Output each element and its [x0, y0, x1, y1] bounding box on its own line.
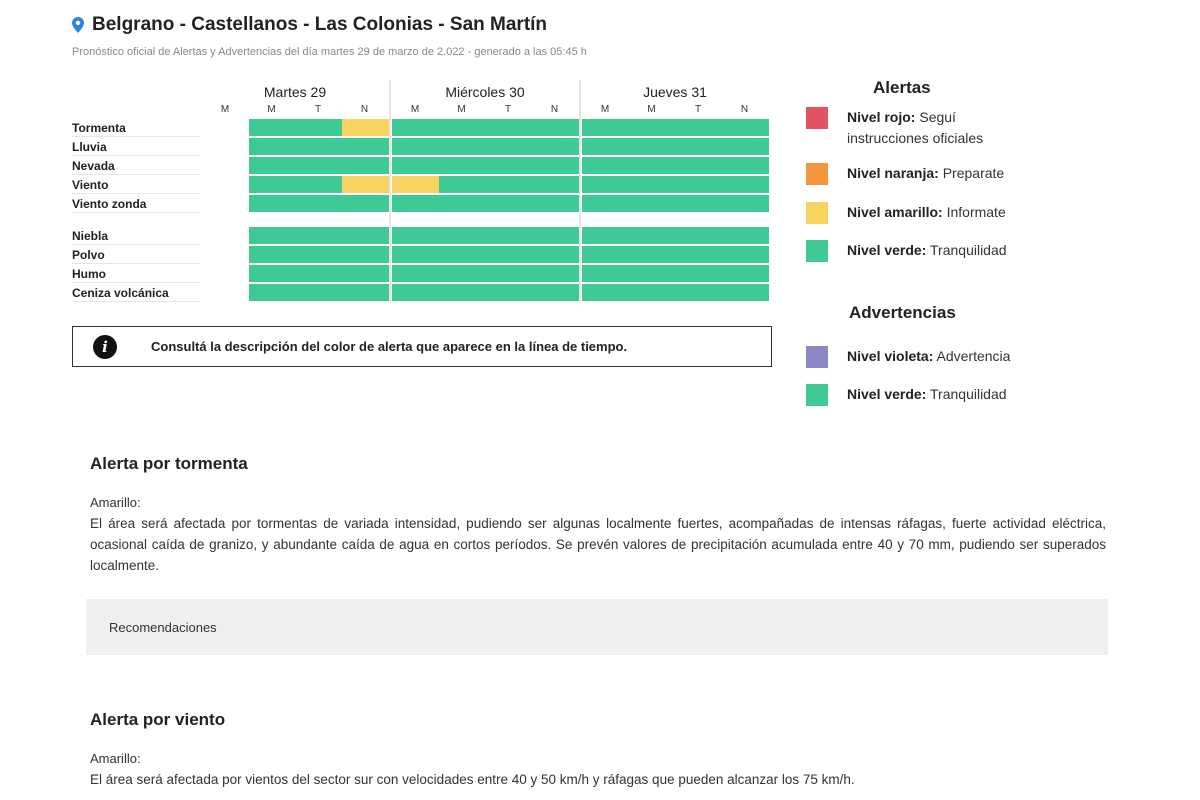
alert-level-cell[interactable] — [439, 157, 486, 174]
time-slot-label: T — [694, 104, 702, 115]
alert-level-cell[interactable] — [582, 284, 629, 301]
legend-swatch — [806, 202, 828, 224]
alert-level-cell[interactable] — [295, 227, 342, 244]
alert-level-cell[interactable] — [249, 138, 296, 155]
alert-level-cell[interactable] — [485, 138, 532, 155]
legend-text: Nivel violeta: Advertencia — [847, 348, 1011, 364]
alert-storm-description: El área será afectada por tormentas de variada intensidad, pudiendo ser algunas localmente fuertes, acompañadas de intensas ráfagas, fuerte actividad eléctrica, ocasional caída de granizo, y abundante caída de agua en cortos períodos. Se prevén valores de precipitación acumulada entre 40 y 70 mm, pudiendo ser superados localmente. — [90, 516, 1106, 573]
legend-swatch — [806, 384, 828, 406]
alert-level-cell[interactable] — [342, 284, 389, 301]
hazard-row-label: Lluvia — [72, 138, 200, 156]
alert-level-cell[interactable] — [629, 157, 676, 174]
legend-text: Nivel naranja: Preparate — [847, 165, 1005, 181]
alert-level-cell[interactable] — [249, 157, 296, 174]
alert-level-cell[interactable] — [532, 246, 579, 263]
alert-level-cell[interactable] — [295, 119, 342, 136]
alert-level-cell[interactable] — [392, 157, 439, 174]
alert-timeline — [72, 80, 772, 302]
legend-text: Nivel amarillo: Informate — [847, 204, 1006, 220]
day-title: Martes 29 — [263, 84, 327, 100]
legend-item — [806, 163, 1037, 185]
alert-storm-title: Alerta por tormenta — [90, 454, 248, 473]
legend-level-name: Nivel violeta: — [847, 348, 934, 364]
alert-level-cell[interactable] — [249, 246, 296, 263]
alert-level-cell[interactable] — [722, 227, 769, 244]
alert-level-cell[interactable] — [722, 284, 769, 301]
legend-alerts-title: Alertas — [873, 78, 931, 97]
alert-level-cell[interactable] — [485, 227, 532, 244]
alert-level-cell[interactable] — [629, 265, 676, 282]
legend-item — [806, 202, 1037, 224]
alert-level-cell[interactable] — [629, 195, 676, 212]
alert-level-cell[interactable] — [532, 176, 579, 193]
alert-level-cell[interactable] — [439, 195, 486, 212]
alert-level-cell[interactable] — [342, 176, 389, 193]
time-slot-label: M — [220, 104, 230, 115]
alert-level-cell[interactable] — [485, 284, 532, 301]
legend-text: Nivel verde: Tranquilidad — [847, 242, 1007, 258]
alert-level-cell[interactable] — [342, 227, 389, 244]
alert-level-cell[interactable] — [295, 284, 342, 301]
alert-level-cell[interactable] — [675, 138, 722, 155]
hazard-row-label: Viento zonda — [72, 195, 200, 213]
time-slot-label: N — [360, 104, 369, 115]
alert-level-cell[interactable] — [629, 246, 676, 263]
alert-level-cell[interactable] — [675, 246, 722, 263]
legend-level-name: Nivel verde: — [847, 242, 927, 258]
alert-level-cell[interactable] — [342, 138, 389, 155]
alert-level-cell[interactable] — [532, 119, 579, 136]
legend-text: Nivel verde: Tranquilidad — [847, 386, 1007, 402]
alert-level-cell[interactable] — [675, 119, 722, 136]
legend-swatch — [806, 163, 828, 185]
hazard-row-label: Ceniza volcánica — [72, 284, 200, 302]
legend-level-name: Nivel verde: — [847, 386, 927, 402]
alert-wind-description: El área será afectada por vientos del sector sur con velocidades entre 40 y 50 km/h y ráfagas que pueden alcanzar los 75 km/h. — [90, 772, 855, 787]
day-title: Miércoles 30 — [445, 84, 525, 100]
hazard-row-label: Polvo — [72, 246, 200, 264]
alert-level-cell[interactable] — [582, 195, 629, 212]
hazard-row-label: Tormenta — [72, 119, 200, 137]
info-icon: i — [93, 335, 117, 359]
alert-level-cell[interactable] — [532, 157, 579, 174]
hazard-row-label: Humo — [72, 265, 200, 283]
alert-level-cell[interactable] — [392, 246, 439, 263]
alert-level-cell[interactable] — [485, 176, 532, 193]
alert-level-cell[interactable] — [392, 265, 439, 282]
alert-level-cell[interactable] — [532, 227, 579, 244]
legend-swatch — [806, 107, 828, 129]
alert-level-cell[interactable] — [392, 138, 439, 155]
alert-level-cell[interactable] — [532, 195, 579, 212]
time-slot-label: M — [410, 104, 420, 115]
alert-level-cell[interactable] — [392, 119, 439, 136]
alert-level-cell[interactable] — [629, 119, 676, 136]
info-text: Consultá la descripción del color de alerta que aparece en la línea de tiempo. — [151, 339, 628, 354]
info-box — [72, 326, 772, 367]
alert-level-cell[interactable] — [249, 119, 296, 136]
alert-level-cell[interactable] — [295, 138, 342, 155]
legend-item — [806, 384, 1037, 406]
time-slot-label: N — [550, 104, 559, 115]
time-slot-label: M — [267, 104, 276, 115]
alert-level-cell[interactable] — [249, 195, 296, 212]
legend-item — [806, 107, 1037, 149]
alert-level-cell[interactable] — [439, 119, 486, 136]
day-title: Jueves 31 — [643, 84, 707, 100]
alert-level-cell[interactable] — [722, 265, 769, 282]
legend-swatch — [806, 240, 828, 262]
alert-level-cell[interactable] — [249, 284, 296, 301]
alert-level-cell[interactable] — [629, 138, 676, 155]
legend-text: Nivel rojo: Seguí instrucciones oficiales — [847, 109, 984, 146]
alert-level-cell[interactable] — [532, 284, 579, 301]
alert-level-cell[interactable] — [582, 119, 629, 136]
alert-level-cell[interactable] — [295, 195, 342, 212]
alert-level-cell[interactable] — [439, 138, 486, 155]
alert-level-cell[interactable] — [629, 227, 676, 244]
alert-level-cell[interactable] — [392, 176, 439, 193]
legend-swatch — [806, 346, 828, 368]
alert-level-cell[interactable] — [342, 195, 389, 212]
alert-level-cell[interactable] — [582, 227, 629, 244]
map-pin-icon — [72, 17, 84, 33]
alert-storm-level: Amarillo: — [90, 495, 141, 510]
legend-warnings-title: Advertencias — [849, 303, 956, 322]
alert-level-cell[interactable] — [439, 265, 486, 282]
alert-level-cell[interactable] — [582, 138, 629, 155]
alert-level-cell[interactable] — [722, 195, 769, 212]
alert-level-cell[interactable] — [439, 246, 486, 263]
alert-level-cell[interactable] — [675, 227, 722, 244]
hazard-row-label: Viento — [72, 176, 200, 194]
page-title: Belgrano - Castellanos - Las Colonias - San Martín — [92, 14, 548, 35]
alert-wind-title: Alerta por viento — [90, 710, 226, 729]
alert-level-cell[interactable] — [582, 157, 629, 174]
alert-level-cell[interactable] — [342, 265, 389, 282]
alert-wind-level: Amarillo: — [90, 751, 141, 766]
alert-level-cell[interactable] — [485, 195, 532, 212]
alert-level-cell[interactable] — [675, 265, 722, 282]
alert-level-cell[interactable] — [342, 246, 389, 263]
alert-level-cell[interactable] — [675, 284, 722, 301]
alert-level-cell[interactable] — [342, 119, 389, 136]
forecast-subtitle: Pronóstico oficial de Alertas y Advertencias del día martes 29 de marzo de 2.022 - generado a las 05:45 h — [72, 46, 587, 58]
alert-level-cell[interactable] — [582, 265, 629, 282]
time-slot-label: T — [314, 104, 322, 115]
time-slot-label: M — [647, 104, 656, 115]
alert-level-cell[interactable] — [295, 246, 342, 263]
alert-level-cell[interactable] — [392, 227, 439, 244]
alert-level-cell[interactable] — [532, 138, 579, 155]
time-slot-label: M — [457, 104, 466, 115]
hazard-row-label: Niebla — [72, 227, 200, 245]
recommendations-label: Recomendaciones — [109, 619, 217, 635]
alert-level-cell[interactable] — [722, 119, 769, 136]
alert-level-cell[interactable] — [722, 246, 769, 263]
alert-level-cell[interactable] — [485, 119, 532, 136]
alert-level-cell[interactable] — [249, 227, 296, 244]
alert-level-cell[interactable] — [485, 265, 532, 282]
alert-level-cell[interactable] — [249, 176, 296, 193]
alert-level-cell[interactable] — [295, 157, 342, 174]
alert-level-cell[interactable] — [439, 227, 486, 244]
alert-level-cell[interactable] — [675, 157, 722, 174]
alert-level-cell[interactable] — [485, 157, 532, 174]
legend-item — [806, 346, 1037, 368]
alert-level-cell[interactable] — [675, 176, 722, 193]
alert-level-cell[interactable] — [582, 246, 629, 263]
alert-level-cell[interactable] — [295, 176, 342, 193]
alert-level-cell[interactable] — [582, 176, 629, 193]
alert-level-cell[interactable] — [249, 265, 296, 282]
time-slot-label: M — [600, 104, 610, 115]
alert-level-cell[interactable] — [629, 176, 676, 193]
recommendations-panel[interactable] — [86, 599, 1108, 655]
legend-level-name: Nivel naranja: — [847, 165, 939, 181]
alert-level-cell[interactable] — [532, 265, 579, 282]
location-header — [72, 14, 547, 36]
alert-level-cell[interactable] — [392, 284, 439, 301]
alert-level-cell[interactable] — [342, 157, 389, 174]
alert-level-cell[interactable] — [722, 157, 769, 174]
alert-level-cell[interactable] — [439, 284, 486, 301]
hazard-row-label: Nevada — [72, 157, 200, 175]
alert-level-cell[interactable] — [722, 138, 769, 155]
alert-level-cell[interactable] — [392, 195, 439, 212]
time-slot-label: T — [504, 104, 512, 115]
alert-level-cell[interactable] — [439, 176, 486, 193]
time-slot-label: N — [740, 104, 749, 115]
alert-level-cell[interactable] — [722, 176, 769, 193]
day-divider — [579, 80, 581, 302]
alert-level-cell[interactable] — [629, 284, 676, 301]
alert-level-cell[interactable] — [295, 265, 342, 282]
day-divider — [389, 80, 391, 302]
legend-item — [806, 240, 1037, 262]
legend-level-name: Nivel amarillo: — [847, 204, 943, 220]
alert-level-cell[interactable] — [675, 195, 722, 212]
alert-level-cell[interactable] — [485, 246, 532, 263]
legend-level-name: Nivel rojo: — [847, 109, 916, 125]
